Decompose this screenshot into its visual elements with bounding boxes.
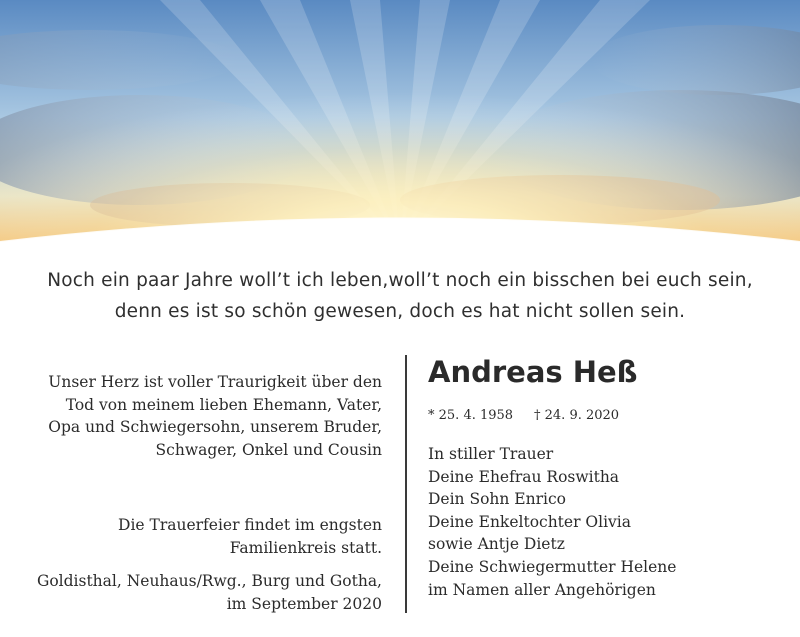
mourner-line: sowie Antje Dietz [428, 535, 565, 554]
mourner-line: Deine Enkeltochter Olivia [428, 512, 631, 531]
death-date: † 24. 9. 2020 [534, 408, 620, 423]
quote-line-1: Noch ein paar Jahre woll’t ich leben,woll’t noch ein bisschen bei euch sein, [47, 270, 753, 291]
birth-date: * 25. 4. 1958 [428, 408, 514, 423]
tribute-line: Opa und Schwiegersohn, unserem Bruder, [48, 418, 382, 436]
place-line: Goldisthal, Neuhaus/Rwg., Burg und Gotha, [36, 572, 382, 590]
sky-header-image [0, 0, 800, 262]
tribute-line: Schwager, Onkel und Cousin [155, 440, 382, 459]
mourners-list [428, 443, 676, 601]
mourner-line: Deine Schwiegermutter Helene [428, 557, 677, 576]
tribute-line: Tod von meinem lieben Ehemann, Vater, [65, 395, 382, 414]
mourner-line: im Namen aller Angehörigen [428, 580, 656, 599]
mourner-line: Deine Ehefrau Roswitha [428, 467, 620, 486]
ceremony-line: Die Trauerfeier findet im engsten [118, 516, 382, 534]
place-line: im September 2020 [226, 594, 382, 613]
vertical-divider [405, 355, 407, 613]
mourner-line: Dein Sohn Enrico [428, 490, 566, 509]
mourner-line: In stiller Trauer [428, 445, 554, 463]
quote-line-2: denn es ist so schön gewesen, doch es hat nicht sollen sein. [114, 301, 686, 322]
ceremony-line: Familienkreis statt. [229, 538, 382, 557]
tribute-text [48, 371, 382, 461]
place-date [37, 570, 382, 615]
tribute-line: Unser Herz ist voller Traurigkeit über den [48, 373, 382, 391]
ceremony-note [118, 514, 382, 559]
deceased-name: Andreas Heß [428, 355, 638, 389]
